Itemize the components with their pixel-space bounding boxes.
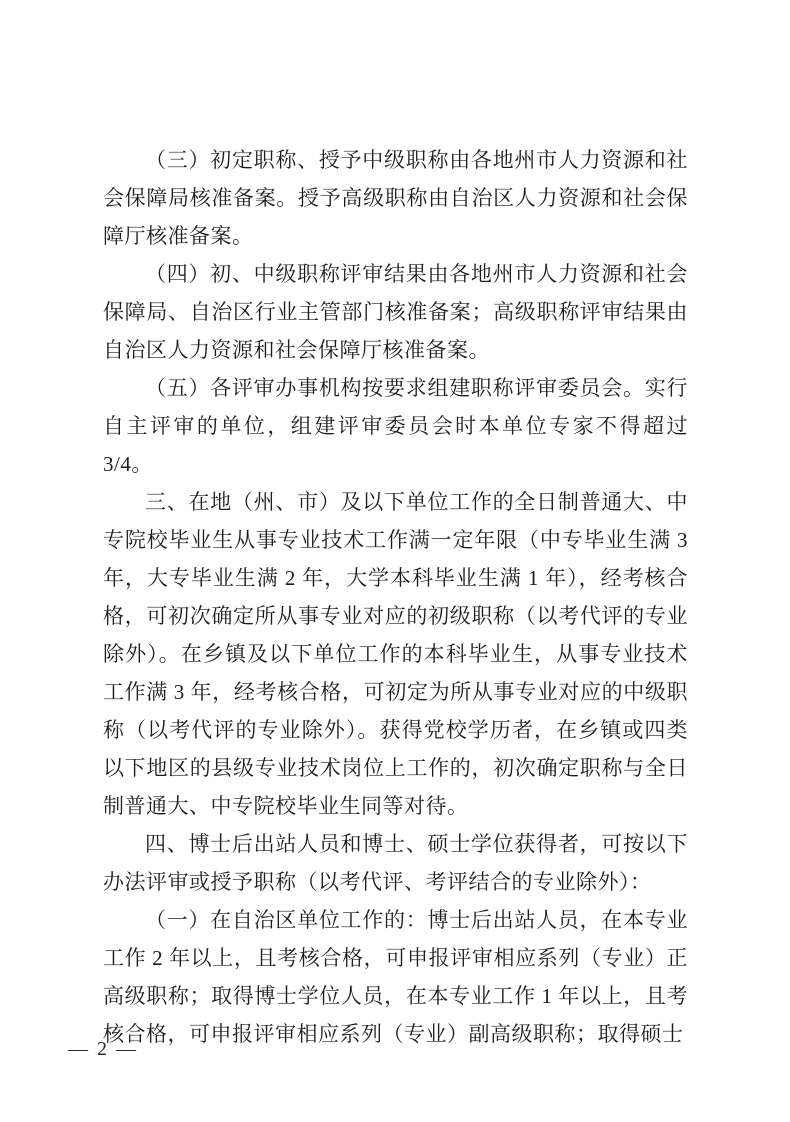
paragraph-item-3: （三）初定职称、授予中级职称由各地州市人力资源和社会保障局核准备案。授予高级职称由自治区人力资源和社会保障厅核准备案。 bbox=[103, 148, 688, 248]
page-number: — 2 — bbox=[68, 1038, 138, 1060]
document-body bbox=[103, 141, 688, 1053]
paragraph-item-5: （五）各评审办事机构按要求组建职称评审委员会。实行自主评审的单位，组建评审委员会时本单位专家不得超过 3/4。 bbox=[103, 376, 688, 476]
paragraph-subitem-1: （一）在自治区单位工作的：博士后出站人员，在本专业工作 2 年以上，且考核合格，可申报评审相应系列（专业）正高级职称；取得博士学位人员，在本专业工作 1 年以上，且考核合格，可申报评审相应系列（专业）副高级职称；取得硕士 bbox=[103, 908, 688, 1046]
paragraph-item-4: （四）初、中级职称评审结果由各地州市人力资源和社会保障局、自治区行业主管部门核准备案；高级职称评审结果由自治区人力资源和社会保障厅核准备案。 bbox=[103, 262, 688, 362]
paragraph-section-4: 四、博士后出站人员和博士、硕士学位获得者，可按以下办法评审或授予职称（以考代评、考评结合的专业除外）： bbox=[103, 832, 688, 894]
paragraph-section-3: 三、在地（州、市）及以下单位工作的全日制普通大、中专院校毕业生从事专业技术工作满一定年限（中专毕业生满 3 年，大专毕业生满 2 年，大学本科毕业生满 1 年），经考核合格，可初次确定所从事专业对应的初级职称（以考代评的专业除外）。在乡镇及以下单位工作的本科毕业生，从事专业技术工作满 3 年，经考核合格，可初定为所从事专业对应的中级职称（以考代评的专业除外）。获得党校学历者，在乡镇或四类以下地区的县级专业技术岗位上工作的，初次确定职称与全日制普通大、中专院校毕业生同等对待。 bbox=[103, 490, 688, 818]
